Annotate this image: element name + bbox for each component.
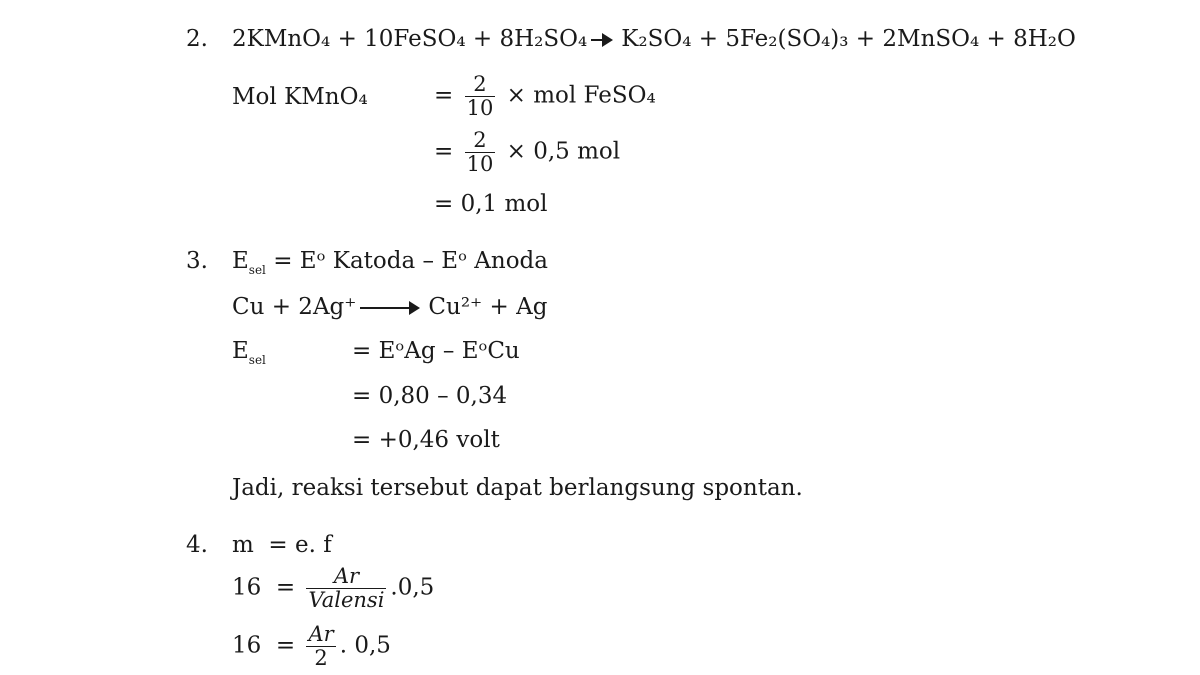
mol-step-1 — [434, 74, 656, 119]
esel-formula: = Eᵒ Katoda – Eᵒ Anoda — [273, 248, 548, 274]
mol-step-3: = 0,1 mol — [434, 191, 548, 217]
item-2-equation — [232, 28, 1076, 51]
fraction-numerator: Ar — [333, 564, 360, 588]
esel-step-2: = 0,80 – 0,34 — [352, 383, 508, 409]
esel-definition — [232, 248, 548, 277]
mol-kmno4-label: Mol KMnO₄ — [232, 84, 368, 110]
step-suffix: × mol FeSO₄ — [506, 82, 656, 109]
esel-label — [232, 338, 266, 367]
step-suffix: .0,5 — [390, 574, 435, 601]
fraction-denominator: 2 — [314, 646, 328, 670]
fraction — [306, 624, 335, 669]
conclusion-text: Jadi, reaksi tersebut dapat berlangsung spontan. — [232, 475, 803, 501]
mass-step-1 — [232, 566, 434, 611]
step-lhs: 16 = — [232, 632, 296, 659]
reaction-arrow-icon — [360, 307, 418, 309]
mass-step-2 — [232, 624, 391, 669]
equation-left: 2KMnO₄ + 10FeSO₄ + 8H₂SO₄ — [232, 26, 588, 52]
step-suffix: . 0,5 — [339, 632, 391, 659]
equation-right: K₂SO₄ + 5Fe₂(SO₄)₃ + 2MnSO₄ + 8H₂O — [621, 26, 1076, 52]
esel-symbol: E — [232, 338, 249, 364]
fraction-denominator: 10 — [466, 152, 494, 176]
fraction-denominator: 10 — [466, 96, 494, 120]
step-lhs: 16 = — [232, 574, 296, 601]
cell-reaction — [232, 296, 547, 319]
fraction-numerator: Ar — [308, 622, 334, 646]
fraction-numerator: 2 — [473, 128, 487, 152]
step-suffix: × 0,5 mol — [506, 138, 621, 165]
item-4-number: 4. — [186, 532, 208, 558]
mol-step-2 — [434, 130, 620, 175]
fraction — [306, 566, 386, 611]
fraction-numerator: 2 — [473, 72, 487, 96]
reaction-left: Cu + 2Ag⁺ — [232, 294, 357, 320]
equals-sign: = — [434, 138, 454, 165]
esel-step-3: = +0,46 volt — [352, 427, 500, 453]
esel-subscript: sel — [248, 263, 266, 277]
mass-formula: m = e. f — [232, 532, 332, 558]
esel-subscript: sel — [248, 353, 266, 367]
reaction-right: Cu²⁺ + Ag — [428, 294, 548, 320]
equals-sign: = — [434, 82, 454, 109]
item-2-number: 2. — [186, 26, 208, 52]
esel-symbol: E — [232, 248, 249, 274]
item-3-number: 3. — [186, 248, 208, 274]
fraction — [465, 74, 496, 119]
reaction-arrow-icon — [591, 39, 611, 41]
esel-step-1: = EᵒAg – EᵒCu — [352, 338, 520, 364]
fraction — [465, 130, 496, 175]
fraction-denominator: Valensi — [308, 588, 385, 612]
